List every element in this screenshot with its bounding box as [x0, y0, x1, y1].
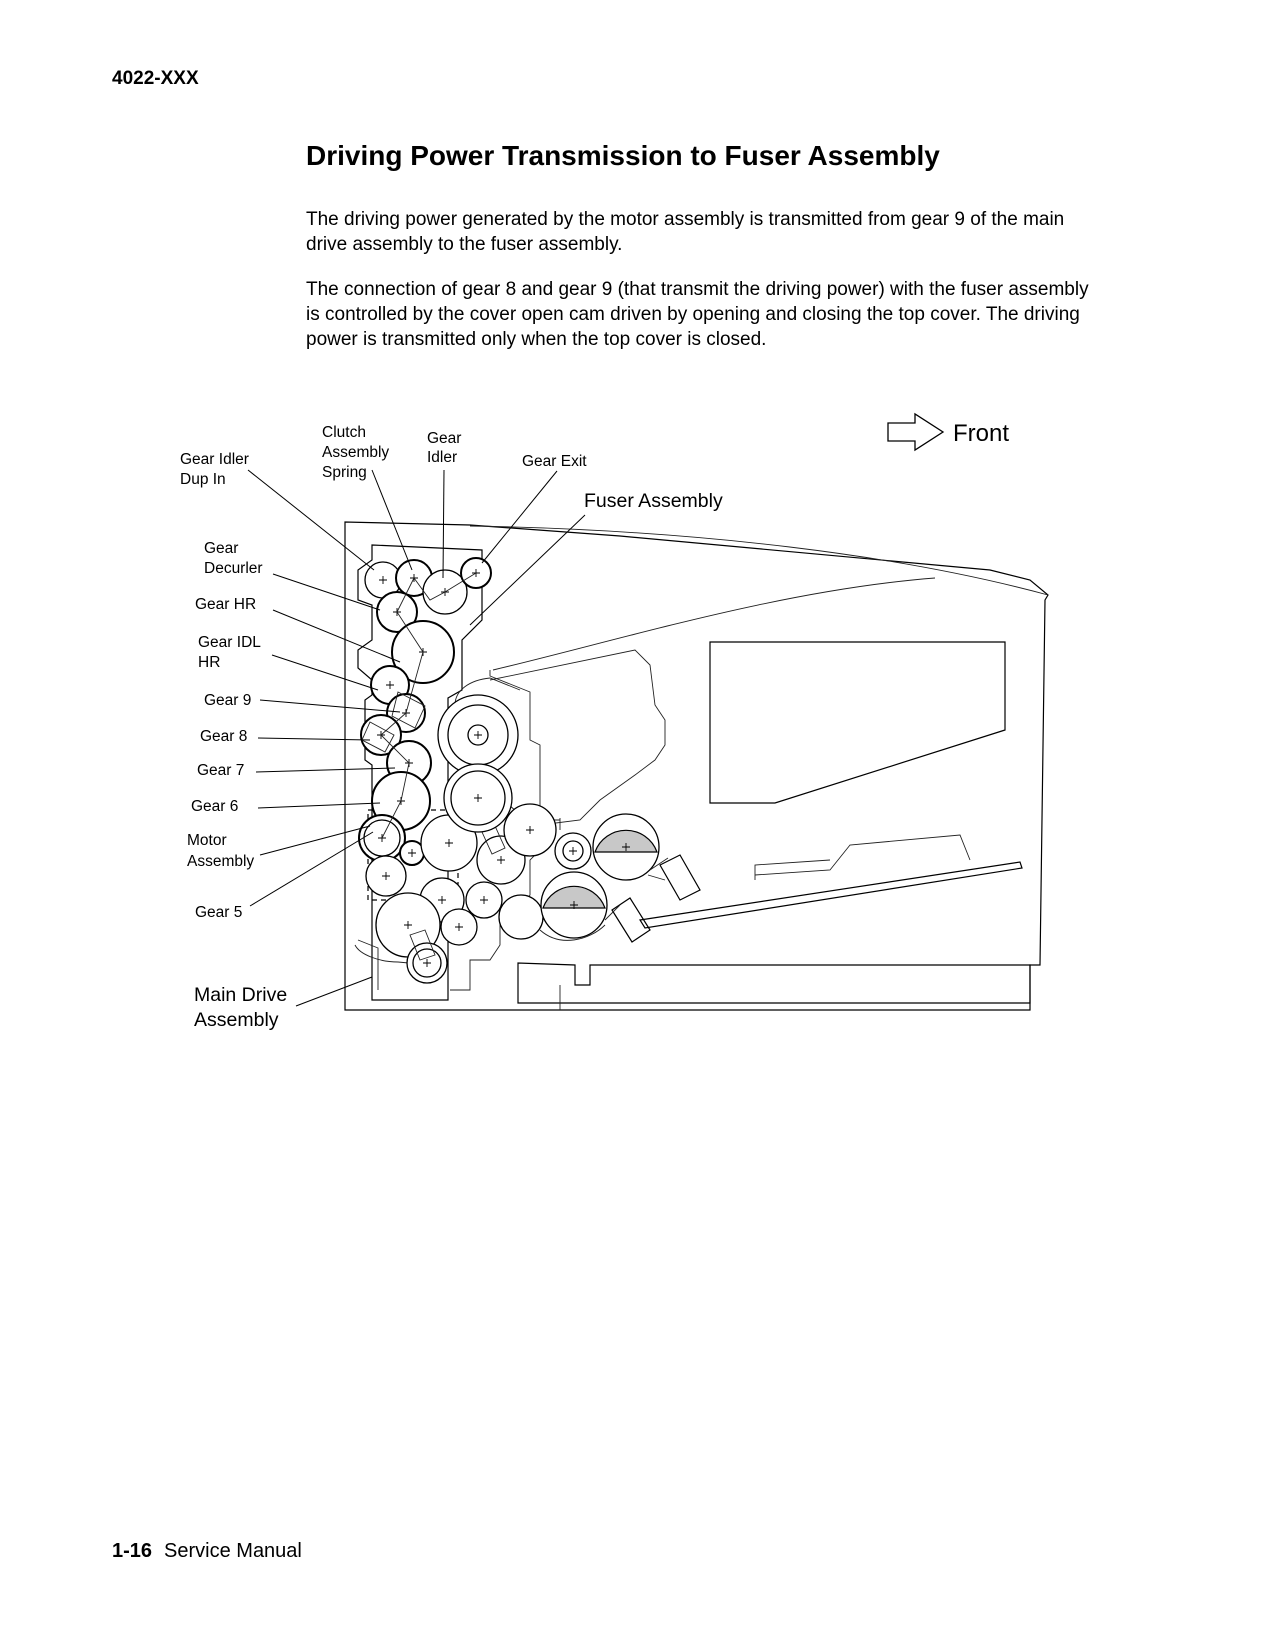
label-motor-assembly: Motor Assembly [187, 832, 255, 870]
label-gear-idl-hr: Gear IDL HR [198, 634, 261, 671]
label-gear-hr: Gear HR [195, 596, 257, 613]
paragraph-1: The driving power generated by the motor assembly is transmitted from gear 9 of the main drive assembly to the fuser assembly. [306, 209, 1065, 255]
label-gear-9: Gear 9 [204, 692, 252, 709]
section-title: Driving Power Transmission to Fuser Assembly [306, 140, 940, 171]
paragraph-2: The connection of gear 8 and gear 9 (that transmit the driving power) with the fuser assembly is controlled by the cover open cam driven by opening and closing the top cover. The driving power is transmitted only when the top cover is closed. [306, 279, 1089, 350]
page-number: 1-16 [112, 1540, 153, 1562]
label-gear-decurler: Gear Decurler [204, 540, 263, 577]
label-front: Front [953, 420, 1010, 447]
model-number: 4022-XXX [112, 68, 199, 89]
label-main-drive-assembly: Main Drive Assembly [194, 984, 288, 1031]
label-gear-6: Gear 6 [191, 798, 239, 815]
manual-title: Service Manual [164, 1540, 302, 1562]
label-fuser-assembly: Fuser Assembly [584, 490, 723, 512]
right-arrow-outline-icon [888, 414, 943, 450]
label-gear-exit: Gear Exit [522, 453, 587, 470]
page-footer [112, 1540, 302, 1563]
label-gear-idler-dup-in: Gear Idler Dup In [180, 451, 249, 488]
label-gear-idler: Gear Idler [427, 430, 462, 466]
label-gear-5: Gear 5 [195, 904, 243, 921]
label-gear-8: Gear 8 [200, 728, 248, 745]
label-clutch-assembly-spring: Clutch Assembly Spring [322, 424, 390, 481]
label-gear-7: Gear 7 [197, 762, 245, 779]
